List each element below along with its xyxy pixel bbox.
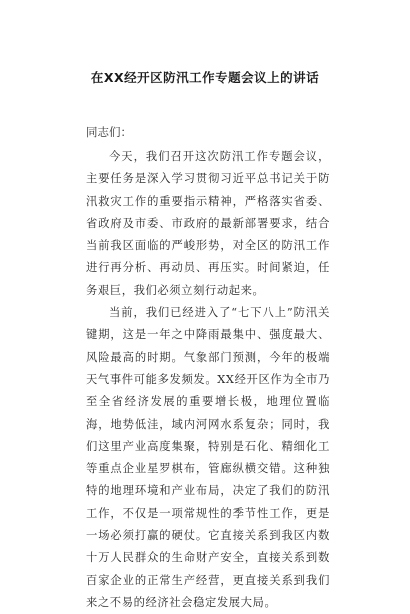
document-body xyxy=(86,146,330,614)
document-title: 在XX经开区防汛工作专题会议上的讲话 xyxy=(90,70,320,85)
paragraph-2: 当前，我们已经进入了“七下八上”防汛关键期，这是一年之中降雨最集中、强度最大、风险最高的时期。气象部门预测，今年的极端天气事件可能多发频发。XX经开区作为全市乃至全省经济发展的重要增长极，地理位置临海，地势低洼，域内河网水系复杂；同时，我们这里产业高度集聚，特别是石化、精细化工等重点企业星罗棋布，管廊纵横交错。这种独特的地理环境和产业布局，决定了我们的防汛工作，不仅是一项常规性的季节性工作，更是一场必须打赢的硬仗。它直接关系到我区内数十万人民群众的生命财产安全，直接关系到数百家企业的正常生产经营，更直接关系到我们来之不易的经济社会稳定发展大局。 xyxy=(86,306,330,609)
paragraph-1: 今天，我们召开这次防汛工作专题会议，主要任务是深入学习贯彻习近平总书记关于防汛救灾工作的重要指示精神，严格落实省委、省政府及市委、市政府的最新部署要求，结合当前我区面临的严峻形势，对全区的防汛工作进行再分析、再动员、再压实。时间紧迫，任务艰巨，我们必须立刻行动起来。 xyxy=(86,150,330,297)
salutation: 同志们： xyxy=(86,125,132,139)
